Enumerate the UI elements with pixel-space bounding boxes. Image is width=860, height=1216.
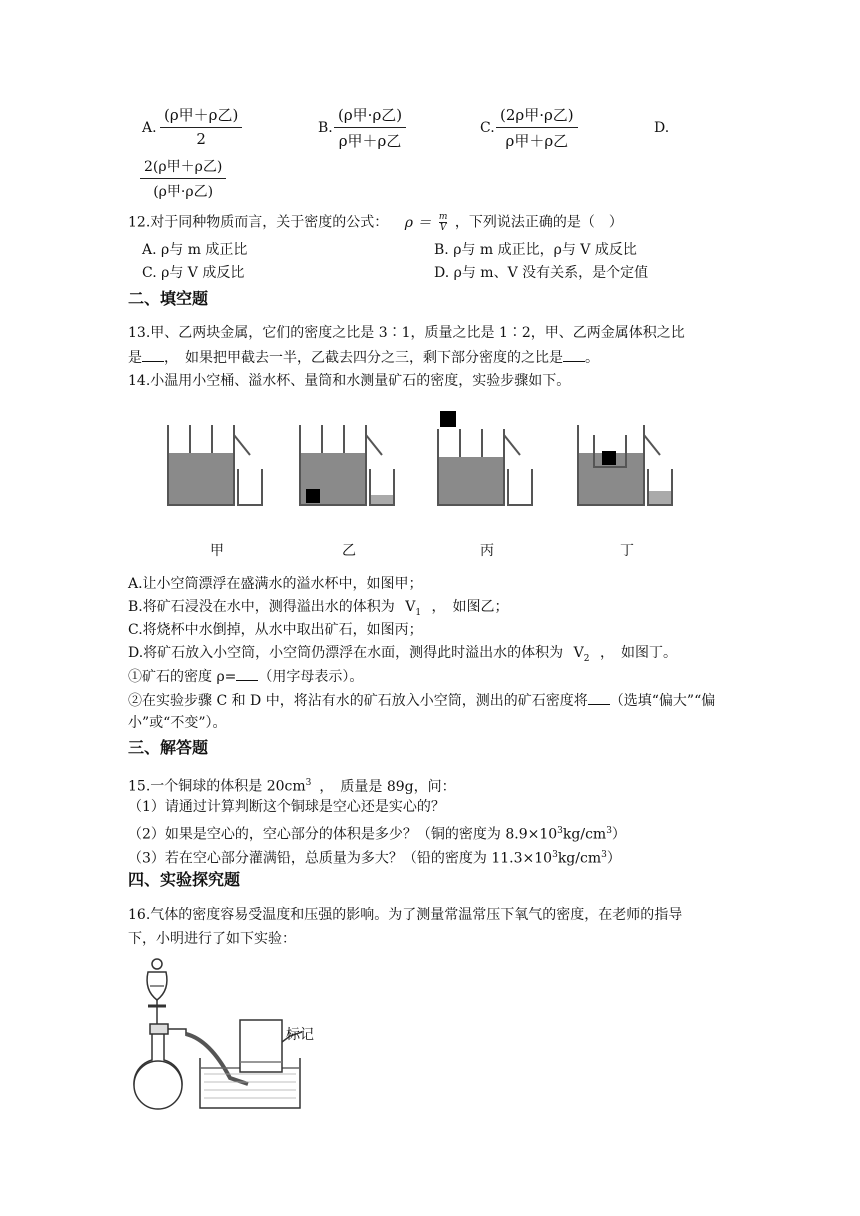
q14-sub1-suffix: （用字母表示）。 [258,669,364,685]
section-heading-experiment: 四、实验探究题 [128,870,241,889]
q12-option-c: C. ρ与 V 成反比 [142,265,245,281]
q11-option-c-numerator: (2ρ甲·ρ乙) [496,104,578,128]
q11-option-b-numerator: (ρ甲·ρ乙) [334,104,406,128]
q13-text-a: 是 [128,350,142,366]
q13-line-1: 13.甲、乙两块金属，它们的密度之比是 3∶1，质量之比是 1∶2，甲、乙两金属体积之比 [128,325,685,341]
q15-p3-suffix: ） [606,850,621,867]
q11-option-b-formula [334,104,406,151]
q14-step-b-suffix: ， 如图乙； [431,599,509,615]
q14-step-d-variable: V [573,645,584,661]
q15-p3-sup-1: 3 [552,850,558,860]
q13-text-c: 。 [585,350,599,366]
figure-caption-jia: 甲 [210,543,224,559]
q16-line-2: 下，小明进行了如下实验： [128,931,296,947]
q11-option-a-formula [160,104,242,148]
q13-text-b: ， 如果把甲截去一半，乙截去四分之三，剩下部分密度的之比是 [164,350,563,366]
q14-sub1-text: ①矿石的密度 ρ= [128,669,237,685]
figure-caption-bing: 丙 [480,543,494,559]
figure-ding-apparatus [578,425,672,505]
figure-jia-apparatus [168,425,262,505]
q11-option-c-denominator: ρ甲＋ρ乙 [505,132,569,150]
q11-option-d-label: D. [654,120,670,136]
q11-option-b-label: B. [318,120,333,136]
q13-answer-blank-2[interactable] [563,347,585,362]
q11-option-c-formula [496,104,578,151]
q14-sub2-answer-blank[interactable] [588,690,610,705]
figure-caption-yi: 乙 [342,543,356,559]
q12-option-b: B. ρ与 m 成正比，ρ与 V 成反比 [434,242,637,258]
figure-caption-ding: 丁 [620,543,634,559]
q15-stem-superscript: 3 [305,778,312,788]
q14-step-d-suffix: ， 如图丁。 [599,645,677,661]
q12-formula-lhs: ρ ＝ [404,214,432,231]
figure-bing-apparatus [438,411,532,505]
q14-subquestion-1 [128,666,363,687]
q14-sub1-answer-blank[interactable] [236,666,258,681]
q12-option-a: A. ρ与 m 成正比 [142,242,248,258]
q15-p3-unit: kg/cm [557,850,602,867]
q15-stem-text: 15.一个铜球的体积是 20cm [128,778,306,795]
q15-p3-text: （3）若在空心部分灌满铅，总质量为多大？（铅的密度为 11.3×10 [128,850,553,867]
section-heading-fill-in: 二、填空题 [128,289,209,308]
q15-stem-suffix: ， 质量是 89g，问： [319,778,456,795]
q15-part-2 [128,821,626,845]
q11-option-c-label: C. [480,120,495,136]
q11-option-a-numerator: (ρ甲＋ρ乙) [160,104,242,128]
q14-subquestion-2-cont: 小”或“不变”）。 [128,715,227,731]
q14-step-a: A.让小空筒漂浮在盛满水的溢水杯中，如图甲； [128,576,423,592]
q15-p3-sup-2: 3 [601,850,607,860]
q15-stem [128,773,456,797]
q15-part-1: （1）请通过计算判断这个铜球是空心还是实心的？ [128,799,445,815]
q13-answer-blank-1[interactable] [142,347,164,362]
q15-p2-suffix: ） [611,826,626,843]
q14-step-b-subscript: 1 [415,607,422,618]
q14-step-b-variable: V [405,599,416,615]
q14-step-b-text: B.将矿石浸没在水中，测得溢出水的体积为 [128,599,395,615]
q12-formula-numerator: m [438,212,448,222]
overflow-can-experiment-figure [150,405,700,525]
q14-step-d-text: D.将矿石放入小空筒，小空筒仍漂浮在水面，测得此时溢出水的体积为 [128,645,564,661]
q11-option-b-denominator: ρ甲＋ρ乙 [338,132,402,150]
q12-option-d: D. ρ与 m、V 没有关系，是个定值 [434,265,649,281]
q14-subquestion-2 [128,690,715,711]
q12-stem-prefix: 12.对于同种物质而言，关于密度的公式： [128,214,389,231]
q14-sub2-suffix: （选填“偏大”“偏 [609,693,716,709]
q15-p2-text: （2）如果是空心的，空心部分的体积是多少？（铜的密度为 8.9×10 [128,826,558,843]
q12-formula-denominator: V [439,223,447,233]
section-heading-answer: 三、解答题 [128,738,209,757]
q11-option-d-formula [140,156,226,201]
q14-step-b [128,597,509,623]
q15-part-3 [128,845,621,869]
q14-stem: 14.小温用小空桶、溢水杯、量筒和水测量矿石的密度，实验步骤如下。 [128,373,571,389]
q12-stem-suffix: ，下列说法正确的是（ ） [454,214,623,231]
q14-sub2-text: ②在实验步骤 C 和 D 中，将沾有水的矿石放入小空筒，测出的矿石密度将 [128,693,588,709]
q16-line-1: 16.气体的密度容易受温度和压强的影响。为了测量常温常压下氧气的密度，在老师的指导 [128,907,683,923]
q14-step-d-subscript: 2 [583,653,590,664]
q15-p2-sup-1: 3 [557,826,563,836]
q15-p2-unit: kg/cm [562,826,607,843]
apparatus-mark-label: 标记 [286,1027,314,1043]
q15-p2-sup-2: 3 [606,826,612,836]
q11-option-d-numerator: 2(ρ甲＋ρ乙) [140,156,226,179]
q11-option-a-denominator: 2 [196,130,206,148]
q13-line-2 [128,347,599,368]
q12-stem [128,212,623,233]
q14-step-c: C.将烧杯中水倒掉，从水中取出矿石，如图丙； [128,622,423,638]
q12-formula-fraction [439,212,448,233]
figure-yi-apparatus [300,425,394,505]
q11-option-a-label: A. [142,120,157,136]
q14-step-d [128,643,677,669]
q11-option-d-denominator: (ρ甲·ρ乙) [153,184,214,200]
